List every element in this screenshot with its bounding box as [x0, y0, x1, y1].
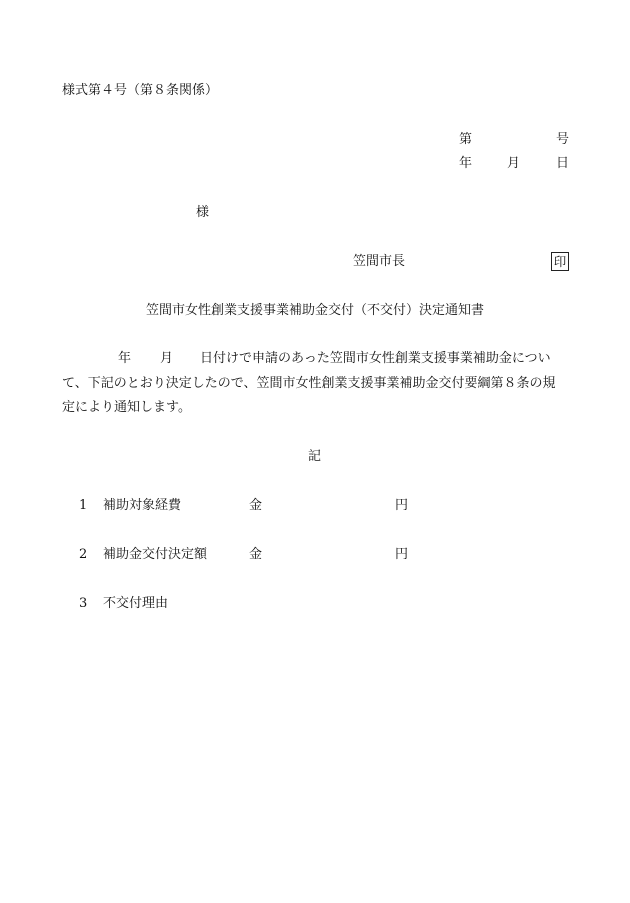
item-2-yen: 円 — [395, 547, 409, 562]
body-line-1-year: 年 — [118, 351, 132, 366]
item-1-kin: 金 — [249, 498, 263, 513]
date-year: 年 — [459, 156, 473, 171]
item-3-number: 3 — [79, 596, 88, 611]
doc-number-prefix: 第 — [459, 132, 473, 147]
body-line-3: 定により通知します。 — [62, 400, 191, 415]
body-line-1-month: 月 — [160, 351, 174, 366]
item-2-number: 2 — [79, 547, 88, 562]
item-3-label: 不交付理由 — [103, 596, 169, 611]
issuer-name: 笠間市長 — [353, 254, 406, 269]
date-month: 月 — [507, 156, 521, 171]
body-line-1: 日付けで申請のあった笠間市女性創業支援事業補助金につい — [200, 351, 551, 366]
item-2-label: 補助金交付決定額 — [103, 547, 208, 562]
ki-heading: 記 — [308, 449, 322, 464]
body-line-2: て、下記のとおり決定したので、笠間市女性創業支援事業補助金交付要綱第８条の規 — [62, 376, 556, 391]
item-1-number: 1 — [79, 498, 88, 513]
item-2-kin: 金 — [249, 547, 263, 562]
addressee-suffix: 様 — [196, 205, 210, 220]
seal-box: 印 — [551, 252, 569, 271]
item-1-label: 補助対象経費 — [103, 498, 182, 513]
date-day: 日 — [556, 156, 570, 171]
document-title: 笠間市女性創業支援事業補助金交付（不交付）決定通知書 — [146, 303, 485, 318]
form-label: 様式第４号（第８条関係） — [62, 83, 219, 98]
item-1-yen: 円 — [395, 498, 409, 513]
doc-number-suffix: 号 — [556, 132, 570, 147]
